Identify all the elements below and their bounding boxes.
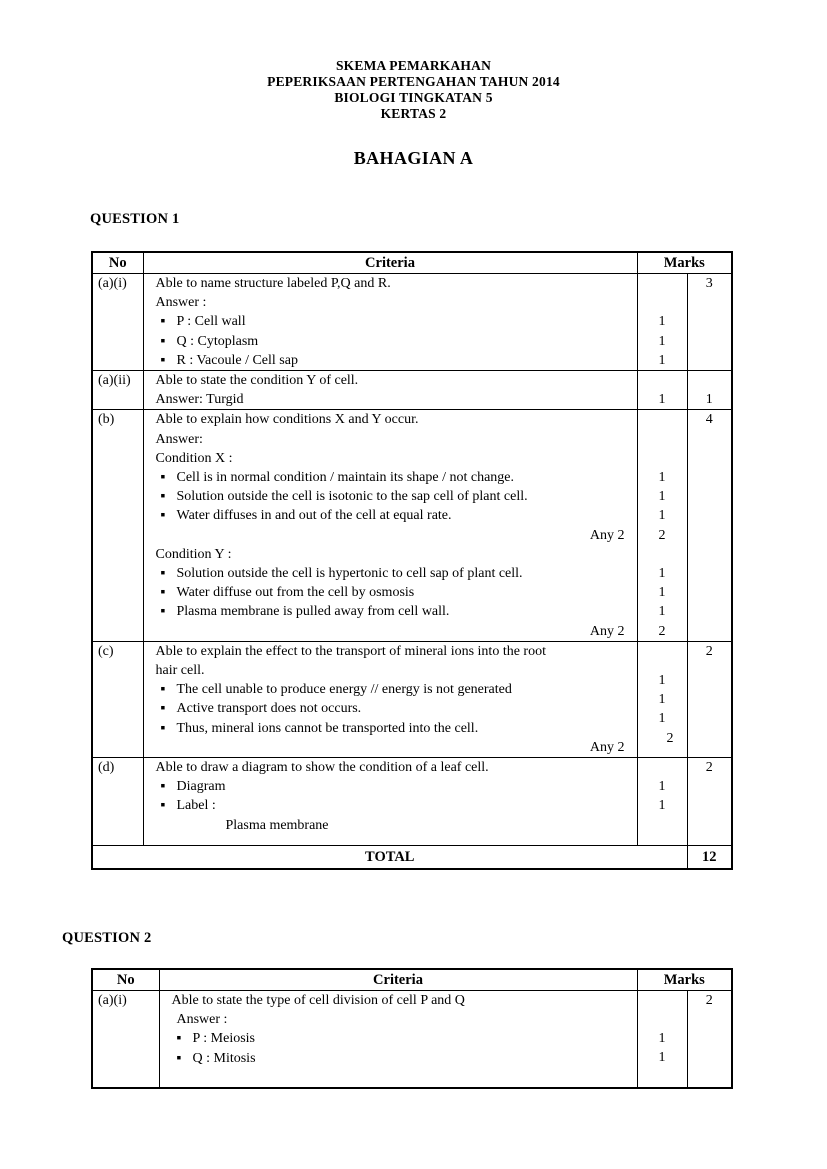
- mark-value: 1: [658, 585, 666, 601]
- question-number: (a)(ii): [92, 371, 143, 410]
- bullet-icon: ▪: [160, 333, 166, 349]
- criteria-line: Able to state the condition Y of cell.: [155, 373, 359, 389]
- total-marks-cell: [687, 758, 732, 846]
- mark-value: 1: [658, 508, 666, 524]
- mark-value: 1: [658, 604, 666, 620]
- criteria-text: Water diffuses in and out of the cell at equal rate.: [176, 508, 452, 524]
- criteria-line: Condition Y :: [155, 546, 232, 562]
- bullet-icon: ▪: [176, 1031, 182, 1047]
- criteria-line: [144, 719, 637, 738]
- criteria-line: [144, 506, 637, 525]
- mark-value: 1: [658, 469, 666, 485]
- criteria-text: Solution outside the cell is hypertonic to cell sap of plant cell.: [176, 566, 523, 582]
- criteria-line: Able to draw a diagram to show the condition of a leaf cell.: [155, 760, 489, 776]
- question2-table: [91, 968, 733, 1089]
- criteria-line: [144, 312, 637, 331]
- mark-value: 2: [705, 643, 713, 659]
- bullet-icon: ▪: [176, 1050, 182, 1066]
- criteria-cell: [143, 274, 637, 371]
- criteria-text: Q : Mitosis: [192, 1050, 256, 1066]
- criteria-line: Able to explain the effect to the transport of mineral ions into the root: [155, 643, 546, 659]
- criteria-line: [144, 468, 637, 487]
- bullet-icon: ▪: [160, 779, 166, 795]
- criteria-cell: [143, 641, 637, 757]
- mark-value: 1: [658, 565, 666, 581]
- criteria-text: P : Meiosis: [192, 1031, 255, 1047]
- bullet-icon: ▪: [160, 701, 166, 717]
- mark-value: 1: [658, 692, 666, 708]
- criteria-line: [160, 1068, 637, 1087]
- total-marks-cell: [687, 371, 732, 410]
- submarks-cell: [637, 641, 687, 757]
- mark-value: 1: [658, 673, 666, 689]
- total-marks-cell: [687, 274, 732, 371]
- mark-value: 2: [705, 760, 713, 776]
- bullet-icon: ▪: [160, 508, 166, 524]
- criteria-line: Answer:: [155, 431, 203, 447]
- question-number: (d): [92, 758, 143, 846]
- criteria-line: [160, 1029, 637, 1048]
- mark-value: 1: [658, 314, 666, 330]
- submarks-cell: [637, 990, 687, 1088]
- column-header-criteria: Criteria: [143, 252, 637, 274]
- criteria-text: The cell unable to produce energy // energy is not generated: [176, 682, 512, 698]
- total-marks-cell: [687, 410, 732, 641]
- column-header-no: No: [92, 252, 143, 274]
- submarks-cell: [637, 410, 687, 641]
- column-header-marks: Marks: [637, 252, 732, 274]
- criteria-text: Label :: [176, 798, 216, 814]
- mark-value: 1: [705, 392, 713, 408]
- any2-note: Any 2: [589, 623, 625, 639]
- question1-table: [91, 251, 733, 870]
- criteria-line: [144, 699, 637, 718]
- mark-value: 1: [658, 352, 666, 368]
- criteria-cell: [143, 371, 637, 410]
- mark-value: 2: [666, 730, 674, 746]
- mark-value: 1: [658, 779, 666, 795]
- criteria-text: R : Vacoule / Cell sap: [176, 352, 298, 368]
- criteria-line: hair cell.: [155, 663, 205, 679]
- criteria-line: [144, 487, 637, 506]
- doc-title-line-2: PEPERIKSAAN PERTENGAHAN TAHUN 2014: [267, 74, 560, 89]
- criteria-line: [144, 332, 637, 351]
- total-label: TOTAL: [92, 845, 687, 869]
- criteria-line: Plasma membrane: [225, 817, 329, 833]
- total-marks-cell: [687, 990, 732, 1088]
- mark-value: 1: [658, 711, 666, 727]
- criteria-cell: [143, 410, 637, 641]
- column-header-marks: Marks: [637, 969, 732, 991]
- table-header-row: [92, 969, 732, 991]
- table-row: [92, 758, 732, 846]
- section-title: BAHAGIAN A: [353, 148, 474, 168]
- criteria-text: Thus, mineral ions cannot be transported into the cell.: [176, 720, 479, 736]
- bullet-icon: ▪: [160, 314, 166, 330]
- any2-note: Any 2: [589, 527, 625, 543]
- criteria-line: Answer :: [176, 1012, 228, 1028]
- mark-value: 1: [658, 798, 666, 814]
- criteria-line: Answer :: [155, 295, 207, 311]
- criteria-line: [144, 564, 637, 583]
- table-row: [92, 410, 732, 641]
- table-row: [92, 274, 732, 371]
- total-row: [92, 845, 732, 869]
- criteria-text: Cell is in normal condition / maintain its shape / not change.: [176, 470, 514, 486]
- column-header-criteria: Criteria: [159, 969, 637, 991]
- criteria-text: Diagram: [176, 779, 226, 795]
- mark-value: 1: [658, 1031, 666, 1047]
- mark-value: 1: [658, 1050, 666, 1066]
- table-row: [92, 641, 732, 757]
- question-number: (a)(i): [92, 990, 159, 1088]
- criteria-line: Able to explain how conditions X and Y occur.: [155, 412, 419, 428]
- bullet-icon: ▪: [160, 566, 166, 582]
- bullet-icon: ▪: [160, 604, 166, 620]
- criteria-line: [144, 583, 637, 602]
- column-header-no: No: [92, 969, 159, 991]
- doc-title-line-1: SKEMA PEMARKAHAN: [335, 58, 492, 73]
- mark-value: 1: [658, 333, 666, 349]
- bullet-icon: ▪: [160, 720, 166, 736]
- mark-value: 2: [705, 992, 713, 1008]
- bullet-icon: ▪: [160, 798, 166, 814]
- criteria-line: [144, 351, 637, 370]
- submarks-cell: [637, 371, 687, 410]
- criteria-line: Able to state the type of cell division of cell P and Q: [171, 992, 465, 1008]
- criteria-text: Active transport does not occurs.: [176, 701, 362, 717]
- question2-heading: QUESTION 2: [62, 929, 152, 946]
- total-value: 12: [687, 845, 732, 869]
- mark-value: 4: [705, 412, 713, 428]
- criteria-text: Solution outside the cell is isotonic to the sap cell of plant cell.: [176, 489, 528, 505]
- criteria-line: Answer: Turgid: [155, 392, 244, 408]
- submarks-cell: [637, 274, 687, 371]
- bullet-icon: ▪: [160, 470, 166, 486]
- document-header: [0, 0, 827, 122]
- table-row: [92, 371, 732, 410]
- criteria-line: [160, 1049, 637, 1068]
- bullet-icon: ▪: [160, 489, 166, 505]
- bullet-icon: ▪: [160, 585, 166, 601]
- doc-title-line-4: KERTAS 2: [380, 106, 447, 121]
- any2-note: Any 2: [589, 739, 625, 755]
- criteria-cell: [159, 990, 637, 1088]
- criteria-line: [144, 777, 637, 796]
- criteria-line: [144, 680, 637, 699]
- question-number: (a)(i): [92, 274, 143, 371]
- table-header-row: [92, 252, 732, 274]
- criteria-line: [144, 602, 637, 621]
- question1-heading: QUESTION 1: [90, 211, 180, 227]
- table-row: [92, 990, 732, 1088]
- mark-value: 1: [658, 392, 666, 408]
- mark-value: 2: [658, 623, 666, 639]
- criteria-line: Condition X :: [155, 450, 233, 466]
- question-number: (b): [92, 410, 143, 641]
- mark-value: 3: [705, 276, 713, 291]
- criteria-line: [144, 796, 637, 815]
- criteria-text: Water diffuse out from the cell by osmosis: [176, 585, 415, 601]
- criteria-text: Plasma membrane is pulled away from cell wall.: [176, 604, 450, 620]
- criteria-text: Q : Cytoplasm: [176, 333, 259, 349]
- mark-value: 2: [658, 527, 666, 543]
- bullet-icon: ▪: [160, 352, 166, 368]
- criteria-line: Able to name structure labeled P,Q and R.: [155, 276, 391, 291]
- question-number: (c): [92, 641, 143, 757]
- submarks-cell: [637, 758, 687, 846]
- criteria-cell: [143, 758, 637, 846]
- doc-title-line-3: BIOLOGI TINGKATAN 5: [334, 90, 493, 105]
- criteria-text: P : Cell wall: [176, 314, 246, 330]
- bullet-icon: ▪: [160, 682, 166, 698]
- mark-value: 1: [658, 489, 666, 505]
